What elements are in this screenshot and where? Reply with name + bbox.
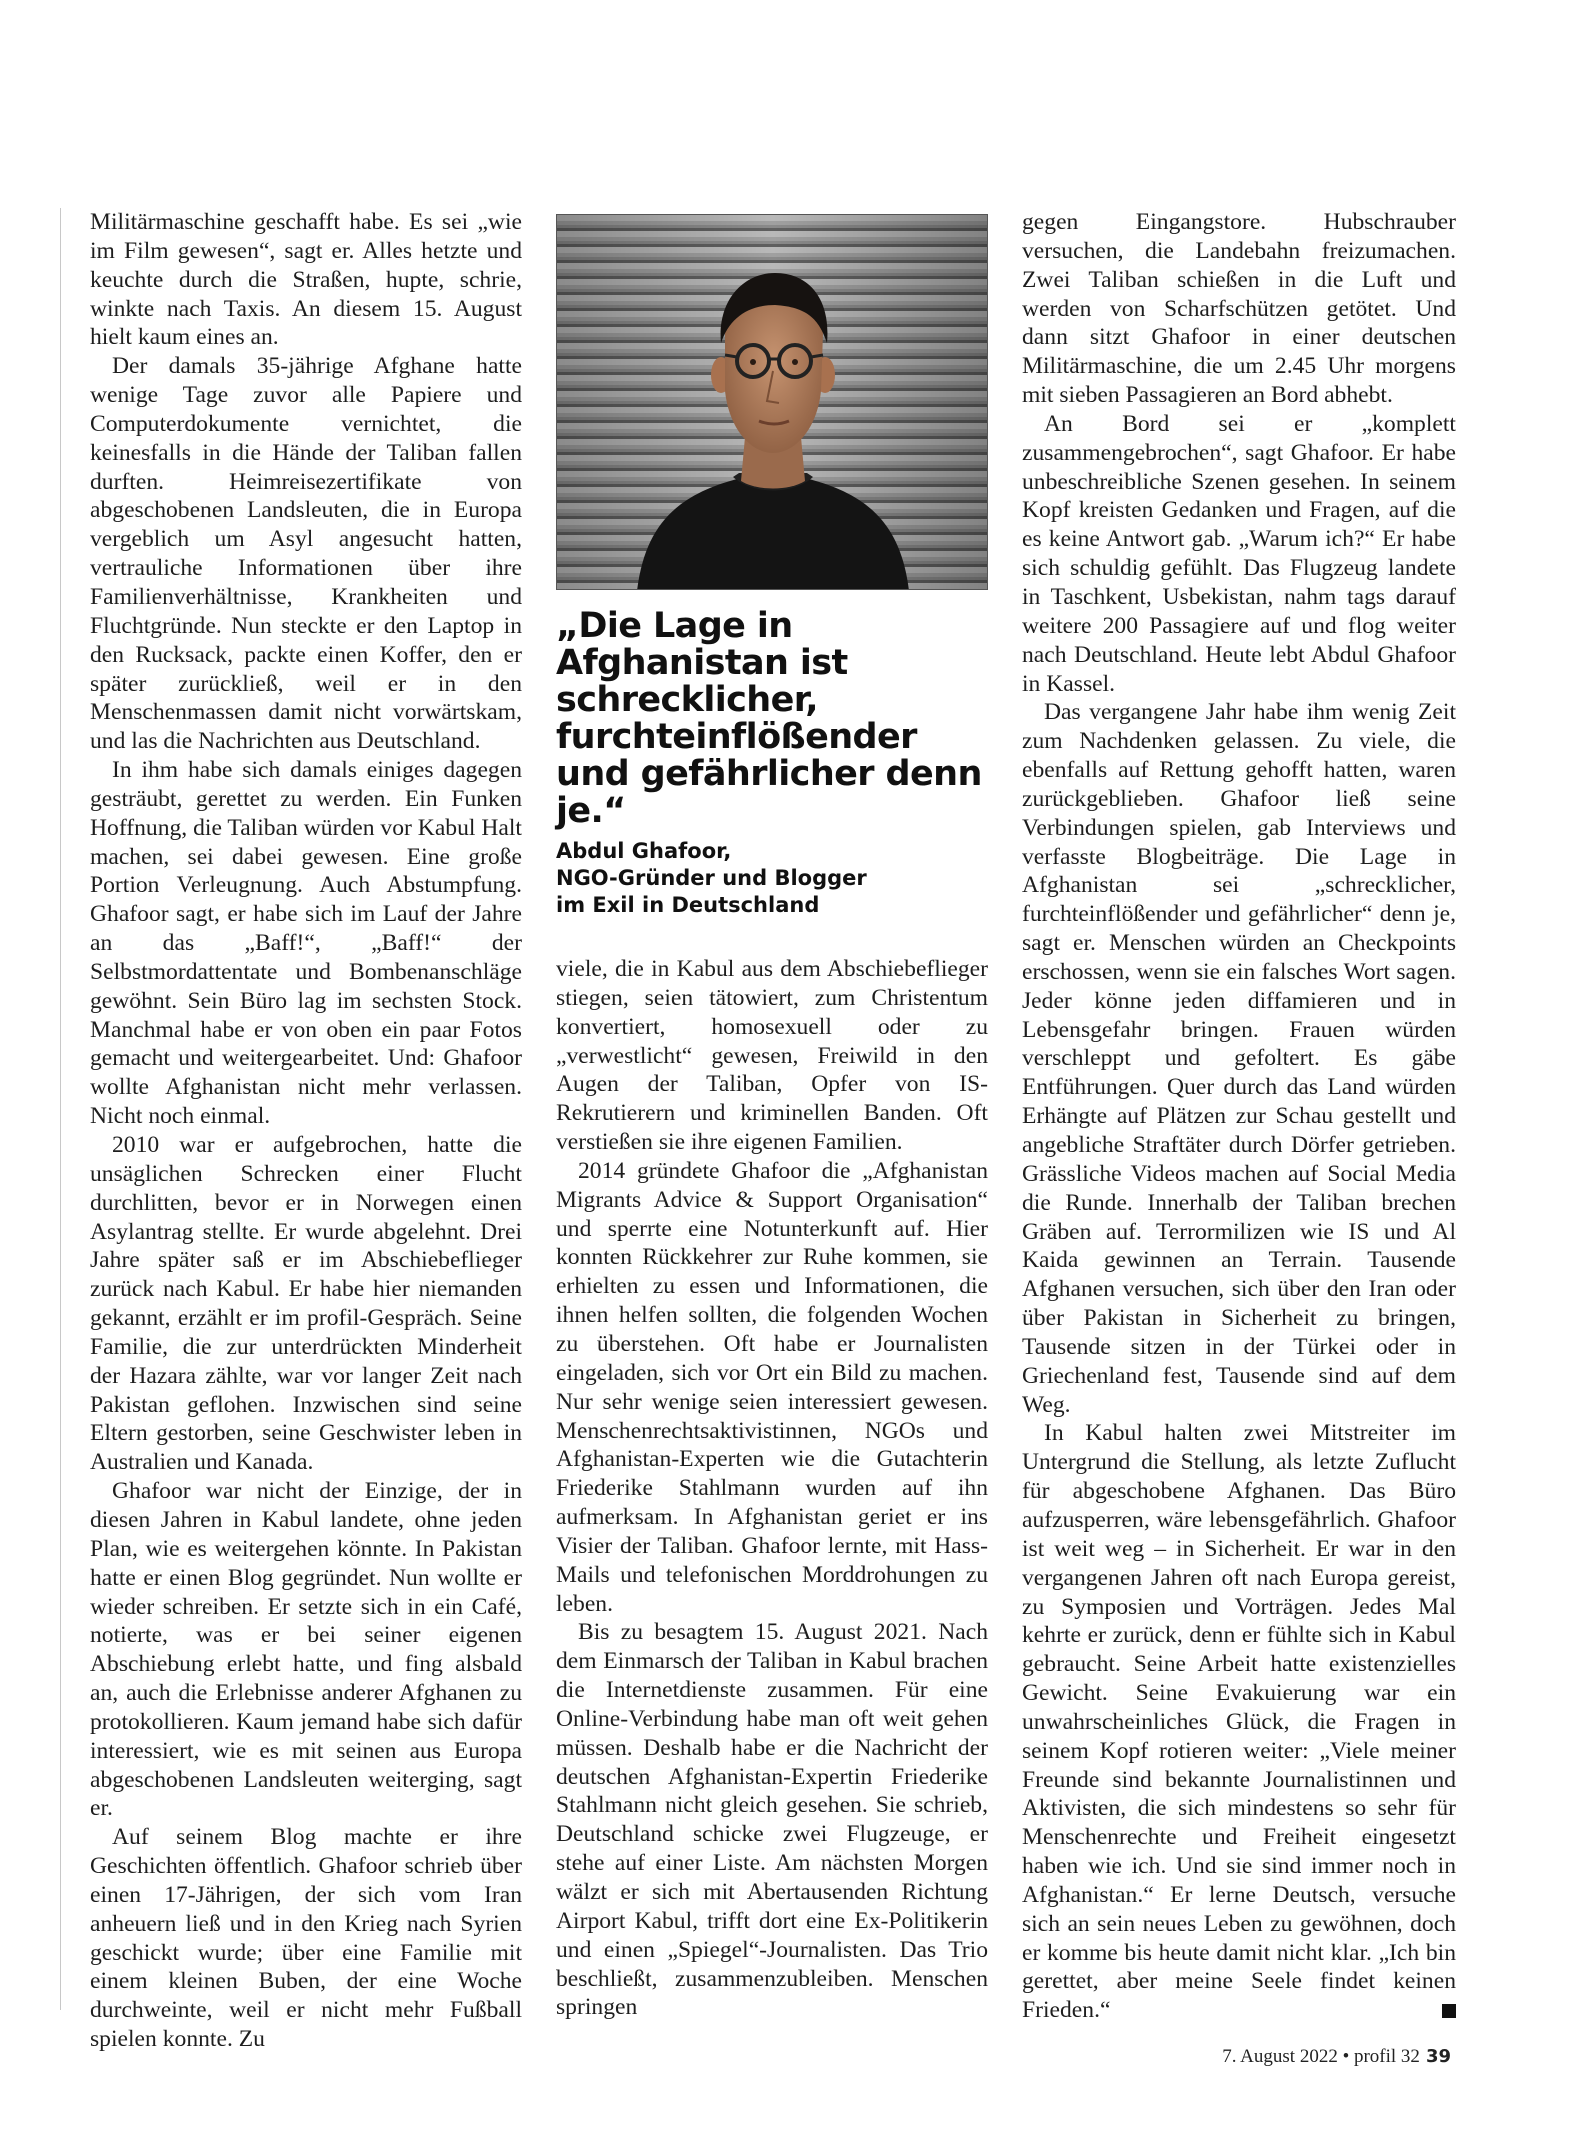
pull-quote-author: Abdul Ghafoor, NGO-Gründer und Blogger im Exil in Deutschland [556, 839, 867, 917]
paragraph: Bis zu besagtem 15. August 2021. Nach dem Einmarsch der Taliban in Kabul brachen die Internetdienste zusammen. Für eine Online-Verbindung habe man oft weit gehen müssen. Deshalb habe er die Nachricht der deutschen Afghanistan-Expertin Friederike Stahlmann nicht gleich gesehen. Sie schrieb, Deutschland schicke zwei Flugzeuge, er stehe auf einer Liste. Am nächsten Morgen wälzt er sich mit Abertausenden Richtung Airport Kabul, trifft dort eine Ex-Politikerin und einen „Spiegel“-Journalisten. Das Trio beschließt, zusammenzubleiben. Menschen springen [556, 1619, 988, 2021]
page-footer [1222, 2046, 1451, 2068]
pull-quote-text: „Die Lage in Afghanistan ist schrecklicher, furchteinflößender und gefährlicher denn je.“ [556, 606, 982, 831]
paragraph: Auf seinem Blog machte er ihre Geschichten öffentlich. Ghafoor schrieb über einen 17-Jährigen, der sich vom Iran anheuern ließ und in den Krieg nach Syrien geschickt wurde; über eine Familie mit einem kleinen Buben, der eine Woche durchweinte, weil er nicht mehr Fußball spielen konnte. Zu [90, 1824, 522, 2053]
portrait-photo-icon [557, 215, 988, 590]
paragraph: Das vergangene Jahr habe ihm wenig Zeit zum Nachdenken gelassen. Zu viele, die ebenfalls auf Rettung gehofft hatten, waren zurückgeblieben. Ghafoor ließ seine Verbindungen spielen, gab Interviews und verfasste Blogbeiträge. Die Lage in Afghanistan sei „schrecklicher, furchteinflößender und gefährlicher“ denn je, sagt er. Menschen würden an Checkpoints erschossen, wenn sie ein falsches Wort sagen. Jeder könne jeden diffamieren und in Lebensgefahr bringen. Frauen würden verschleppt und gefoltert. Es gäbe Entführungen. Quer durch das Land würden Erhängte auf Plätzen zur Schau gestellt und angebliche Straftäter durch Dörfer getrieben. Grässliche Videos machen auf Social Media die Runde. Innerhalb der Taliban brechen Gräben auf. Terrormilizen wie IS und Al Kaida gewinnen an Terrain. Tausende Afghanen versuchen, sich über den Iran oder über Pakistan in Sicherheit zu bringen, Tausende sitzen in der Türkei oder in Griechenland fest, Tausende sind auf dem Weg. [1022, 699, 1456, 1418]
paragraph: viele, die in Kabul aus dem Abschiebeflieger stiegen, seien tätowiert, zum Christentum konvertiert, homosexuell oder zu „verwestlicht“ gewesen, Freiwild in den Augen der Taliban, Opfer von IS-Rekrutierern und kriminellen Banden. Oft verstießen sie ihre eigenen Familien. [556, 956, 988, 1156]
paragraph-last [1022, 1419, 1456, 2025]
paragraph: Der damals 35-jährige Afghane hatte wenige Tage zuvor alle Papiere und Computerdokumente vernichtet, die keinesfalls in die Hände der Taliban fallen durften. Heimreisezertifikate von abgeschobenen Landsleuten, die in Europa vergeblich um Asyl angesucht hatten, vertrauliche Informationen über ihre Familienverhältnisse, Krankheiten und Fluchtgründe. Nun steckte er den Laptop in den Rucksack, packte einen Koffer, den er später zurückließ, weil er in den Menschenmassen damit nicht vorwärtskam, und las die Nachrichten aus Deutschland. [90, 353, 522, 755]
article-column-3 [1022, 208, 1456, 2025]
paragraph: An Bord sei er „komplett zusammengebrochen“, sagt Ghafoor. Er habe unbeschreibliche Szenen gesehen. In seinem Kopf kreisten Gedanken und Fragen, auf die es keine Antwort gab. „Warum ich?“ Er habe sich schuldig gefühlt. Das Flugzeug landete in Taschkent, Usbekistan, nahm tags darauf weitere 200 Passagiere auf und flog weiter nach Deutschland. Heute lebt Abdul Ghafoor in Kassel. [1022, 410, 1456, 697]
column-rule-left [60, 208, 61, 2010]
paragraph: gegen Eingangstore. Hubschrauber versuchen, die Landebahn freizumachen. Zwei Taliban schießen in die Luft und werden von Scharfschützen getötet. Und dann sitzt Ghafoor in einer deutschen Militärmaschine, die um 2.45 Uhr morgens mit sieben Passagieren an Bord abhebt. [1022, 209, 1456, 409]
article-column-1 [90, 208, 522, 2054]
paragraph: In ihm habe sich damals einiges dagegen gesträubt, gerettet zu werden. Ein Funken Hoffnung, die Taliban würden vor Kabul Halt machen, sei dabei gewesen. Eine große Portion Verleugnung. Auch Abstumpfung. Ghafoor sagt, er habe sich im Lauf der Jahre an das „Baff!“, „Baff!“ der Selbstmordattentate und Bombenanschläge gewöhnt. Sein Büro lag im sechsten Stock. Manchmal habe er von oben ein paar Fotos gemacht und weitergearbeitet. Und: Ghafoor wollte Afghanistan nicht mehr verlassen. Nicht noch einmal. [90, 757, 522, 1130]
paragraph: Ghafoor war nicht der Einzige, der in diesen Jahren in Kabul landete, ohne jeden Plan, wie es weitergehen könnte. In Pakistan hatte er einen Blog gegründet. Nun wollte er wieder schreiben. Er setzte sich in ein Café, notierte, was er bei seiner eigenen Abschiebung erlebt hatte, und fing alsbald an, auch die Erlebnisse anderer Afghanen zu protokollieren. Kaum jemand habe sich dafür interessiert, wie es mit seinen aus Europa abgeschobenen Landsleuten weiterging, sagt er. [90, 1478, 522, 1822]
paragraph: 2014 gründete Ghafoor die „Afghanistan Migrants Advice & Support Organisation“ und sperrte eine Notunterkunft auf. Hier konnten Rückkehrer zur Ruhe kommen, sie erhielten zu essen und Informationen, die ihnen helfen sollten, die folgenden Wochen zu überstehen. Oft habe er Journalisten eingeladen, sich vor Ort ein Bild zu machen. Nur sehr wenige seien interessiert gewesen. Menschenrechtsaktivistinnen, NGOs und Afghanistan-Experten wie die Gutachterin Friederike Stahlmann wurden auf ihn aufmerksam. In Afghanistan geriet er ins Visier der Taliban. Ghafoor lernte, mit Hass-Mails und telefonischen Morddrohungen zu leben. [556, 1157, 988, 1617]
portrait-photo [556, 214, 988, 590]
issue-info: 7. August 2022 • profil 32 [1222, 2046, 1420, 2067]
paragraph: Militärmaschine geschafft habe. Es sei „wie im Film gewesen“, sagt er. Alles hetzte und keuchte durch die Straßen, hupte, schrie, winkte nach Taxis. An diesem 15. August hielt kaum eines an. [90, 209, 522, 351]
article-column-2 [556, 955, 988, 2022]
pull-quote [556, 608, 988, 919]
paragraph-text: In Kabul halten zwei Mitstreiter im Untergrund die Stellung, als letzte Zuflucht für abgeschobene Afghanen. Das Büro aufzusperren, wäre lebensgefährlich. Ghafoor ist weit weg – in Sicherheit. Er war in den vergangenen Jahren oft nach Europa gereist, zu Symposien und Vorträgen. Jedes Mal kehrte er zurück, denn er fühlte sich in Kabul gebraucht. Seine Arbeit hatte existenzielles Gewicht. Seine Evakuierung war ein unwahrscheinliches Glück, die Fragen in seinem Kopf rotieren weiter: „Viele meiner Freunde sind bekannte Journalistinnen und Aktivisten, die sich mindestens so sehr für Menschenrechte und Freiheit eingesetzt haben wie ich. Und sie sind immer noch in Afghanistan.“ Er lerne Deutsch, versuche sich an sein neues Leben zu gewöhnen, doch er komme bis heute damit nicht klar. „Ich bin gerettet, aber meine Seele findet keinen Frieden.“ [1022, 1420, 1456, 2024]
page-number: 39 [1425, 2046, 1451, 2067]
end-mark-icon [1442, 2004, 1456, 2018]
paragraph: 2010 war er aufgebrochen, hatte die unsäglichen Schrecken einer Flucht durchlitten, bevor er in Norwegen einen Asylantrag stellte. Er wurde abgelehnt. Drei Jahre später saß er im Abschiebeflieger zurück nach Kabul. Er habe hier niemanden gekannt, erzählt er im profil-Gespräch. Seine Familie, die zur unterdrückten Minderheit der Hazara zählte, war vor langer Zeit nach Pakistan geflohen. Inzwischen sind seine Eltern gestorben, seine Geschwister leben in Australien und Kanada. [90, 1132, 522, 1476]
